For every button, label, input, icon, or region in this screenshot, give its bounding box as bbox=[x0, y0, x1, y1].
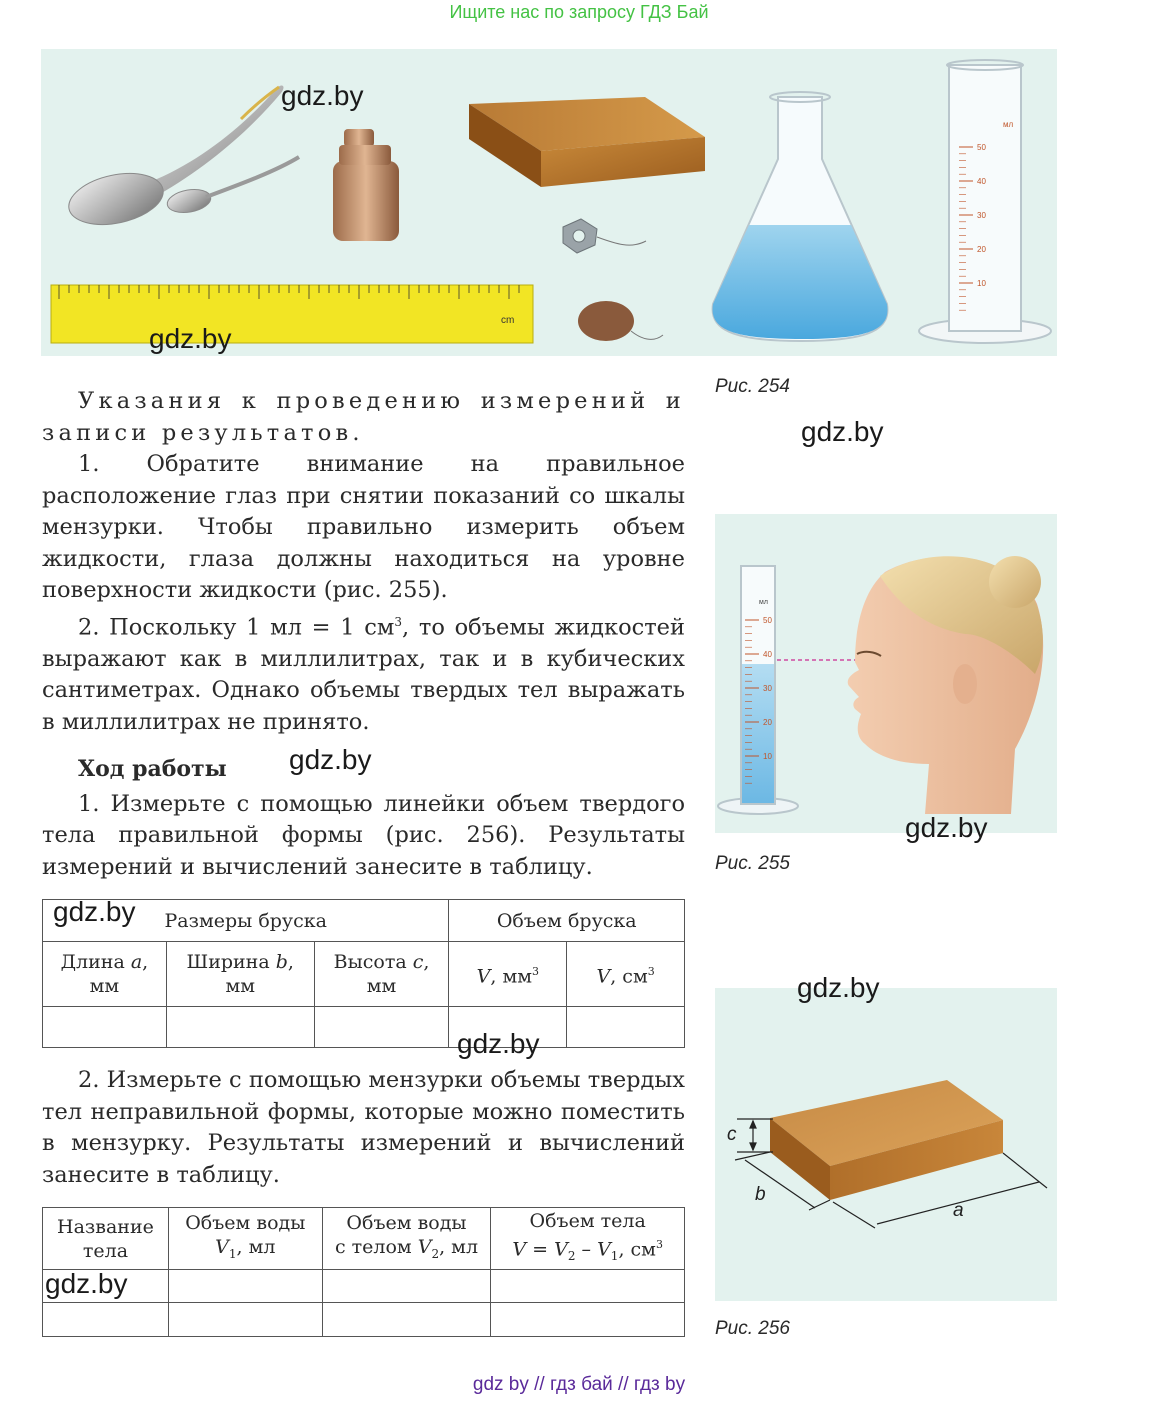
cylinder-mark-label: 50 bbox=[977, 143, 986, 152]
step-1: 1. Измерьте с помощью линейки объем твердого тела правильной формы (рис. 256). Результаты измерений и вычислений занесите в таблицу. bbox=[42, 790, 685, 880]
table1-cell[interactable] bbox=[166, 1007, 314, 1048]
watermark: gdz.by bbox=[53, 896, 136, 927]
ruler bbox=[51, 285, 533, 343]
cylinder-mark-label: 10 bbox=[763, 752, 772, 761]
watermark: gdz.by bbox=[289, 744, 372, 775]
instructions-title-line2: записи результатов. bbox=[42, 419, 364, 446]
cylinder-mark-label: 20 bbox=[977, 245, 986, 254]
figure-256-block-dimensions bbox=[715, 988, 1057, 1301]
table1-header-length: Длина a, мм bbox=[43, 942, 167, 1007]
irregular-bodies-table bbox=[42, 1207, 685, 1337]
table2-header-body-volume: Объем тела $V = V_2 - V_1$, $см^3$ bbox=[491, 1208, 685, 1270]
stone bbox=[578, 301, 663, 341]
graduated-cylinder bbox=[919, 60, 1051, 343]
table2-cell[interactable] bbox=[491, 1270, 685, 1303]
svg-text:c: c bbox=[727, 1124, 737, 1145]
instruction-2: 2. Поскольку 1 мл = 1 $см^3$, то объемы жидкостей выражают как в миллилитрах, так и в кубических сантиметрах. Однако объемы твердых тел выражать в миллилитрах не принято. bbox=[42, 614, 685, 735]
table1-header-volume-mm: V, $мм^3$ bbox=[449, 942, 567, 1007]
brass-weight bbox=[333, 129, 399, 241]
svg-text:cm: cm bbox=[501, 315, 515, 326]
footer-links[interactable]: gdz by // гдз бай // гдз by bbox=[472, 1374, 686, 1395]
figure-256-caption: Рис. 256 bbox=[715, 1318, 790, 1339]
watermark: gdz.by bbox=[797, 972, 880, 1003]
figure-254-lab-equipment bbox=[41, 49, 1057, 356]
cylinder-mark-label: 20 bbox=[763, 718, 772, 727]
figure-254-caption: Рис. 254 bbox=[715, 376, 790, 397]
table2-cell[interactable] bbox=[43, 1303, 169, 1337]
procedure-heading: Ход работы bbox=[78, 756, 227, 782]
table1-group-volume: Объем бруска bbox=[449, 900, 685, 942]
svg-text:мл: мл bbox=[759, 599, 768, 606]
table2-cell[interactable] bbox=[168, 1270, 322, 1303]
instructions-title-line1: Указания к проведению измерений и bbox=[78, 388, 685, 414]
table1-cell[interactable] bbox=[314, 1007, 449, 1048]
cylinder-mark-label: 10 bbox=[977, 279, 986, 288]
watermark: gdz.by bbox=[905, 812, 988, 843]
cylinder-mark-label: 40 bbox=[977, 177, 986, 186]
wooden-block bbox=[469, 97, 705, 187]
cylinder-mark-label: 30 bbox=[763, 684, 772, 693]
svg-text:a: a bbox=[953, 1200, 964, 1221]
table2-cell[interactable] bbox=[168, 1303, 322, 1337]
watermark: gdz.by bbox=[801, 416, 884, 447]
table1-header-width: Ширина b, мм bbox=[166, 942, 314, 1007]
figure-255-eye-level bbox=[715, 514, 1057, 833]
metal-nut bbox=[563, 219, 646, 253]
table1-header-volume-cm: V, $см^3$ bbox=[567, 942, 685, 1007]
block-measurements-table bbox=[42, 899, 685, 1048]
table2-header-name: Название тела bbox=[43, 1208, 169, 1270]
table1-header-height: Высота c, мм bbox=[314, 942, 449, 1007]
table2-cell[interactable] bbox=[322, 1303, 491, 1337]
table2-header-water-with-body: Объем воды с телом $V_2$, мл bbox=[322, 1208, 491, 1270]
cylinder-mark-label: 30 bbox=[977, 211, 986, 220]
search-banner[interactable]: Ищите нас по запросу ГДЗ Бай bbox=[449, 2, 709, 22]
watermark: gdz.by bbox=[457, 1028, 540, 1059]
table2-header-water-volume: Объем воды $V_1$, мл bbox=[168, 1208, 322, 1270]
instruction-1: 1. Обратите внимание на правильное расположение глаз при снятии показаний со шкалы мензурки. Чтобы правильно измерить объем жидкости, глаза должны находиться на уровне поверхности жидкости (рис. 255). bbox=[42, 451, 685, 603]
cylinder-mark-label: 40 bbox=[763, 650, 772, 659]
step-2: 2. Измерьте с помощью мензурки объемы твердых тел неправильной формы, которые можно поместить в мензурку. Результаты измерений и вычислений занесите в таблицу. bbox=[42, 1067, 685, 1188]
step-2-section bbox=[42, 1065, 685, 1191]
figure-255-caption: Рис. 255 bbox=[715, 853, 790, 874]
measuring-cylinder bbox=[718, 566, 798, 814]
svg-text:мл: мл bbox=[1003, 120, 1014, 129]
cylinder-mark-label: 50 bbox=[763, 616, 772, 625]
wooden-block bbox=[770, 1080, 1003, 1200]
watermark: gdz.by bbox=[281, 80, 364, 111]
instructions-section bbox=[42, 386, 685, 738]
watermark: gdz.by bbox=[45, 1268, 128, 1299]
svg-text:b: b bbox=[755, 1184, 766, 1205]
watermark: gdz.by bbox=[149, 323, 232, 354]
table2-cell[interactable] bbox=[491, 1303, 685, 1337]
table1-cell[interactable] bbox=[43, 1007, 167, 1048]
table1-cell[interactable] bbox=[567, 1007, 685, 1048]
table2-cell[interactable] bbox=[322, 1270, 491, 1303]
table1-group-dimensions: Размеры бруска bbox=[43, 900, 449, 942]
erlenmeyer-flask bbox=[713, 92, 888, 341]
woman-profile bbox=[848, 556, 1043, 814]
